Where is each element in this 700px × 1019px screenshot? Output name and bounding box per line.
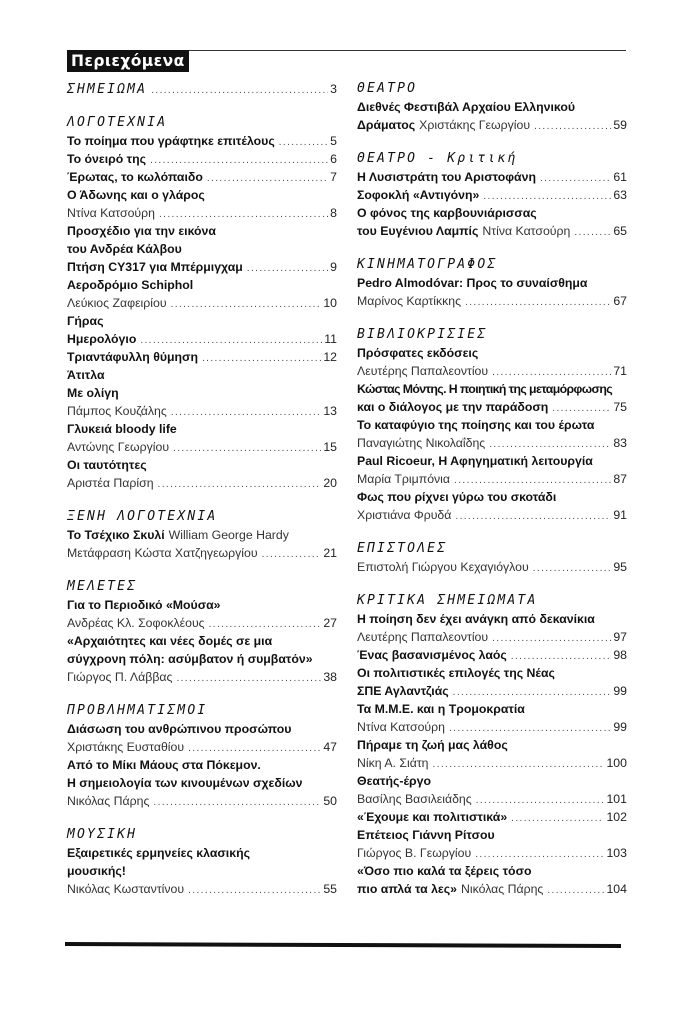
section-title: ΠΡΟΒΛΗΜΑΤΙΣΜΟΙ [67, 703, 208, 718]
toc-entry[interactable] [67, 420, 337, 456]
toc-line [357, 452, 627, 470]
toc-line [357, 506, 627, 524]
section-title: ΞΕΝΗ ΛΟΓΟΤΕΧΝΙΑ [67, 509, 218, 524]
entry-author: Πάμπος Κουζάλης [67, 404, 167, 418]
entry-title: Τριαντάφυλλη θύμηση [67, 350, 198, 364]
toc-section [67, 80, 337, 98]
toc-line [357, 628, 627, 646]
entry-title: Προσχέδιο για την εικόνα [67, 224, 216, 238]
toc-entry[interactable] [357, 610, 627, 646]
toc-line [357, 434, 627, 452]
entry-title: Ημερολόγιο [67, 332, 137, 346]
entry-author: Ανδρέας Κλ. Σοφοκλέους [67, 616, 205, 630]
entry-title: Οι ταυτότητες [67, 458, 147, 472]
page-number: 100 [606, 756, 627, 770]
toc-line [67, 880, 337, 898]
toc-right-column [357, 80, 627, 914]
leader-dots [279, 134, 328, 152]
section-title: ΣΗΜΕΙΩΜΑ [67, 82, 148, 97]
toc-line [357, 362, 627, 380]
toc-section [67, 508, 337, 562]
section-title: ΚΙΝΗΜΑΤΟΓΡΑΦΟΣ [357, 257, 498, 272]
entry-author: William George Hardy [168, 528, 289, 542]
toc-line [357, 736, 627, 754]
toc-entry[interactable] [67, 844, 337, 898]
page-number: 6 [330, 152, 337, 166]
toc-line [67, 456, 337, 474]
toc-line [357, 610, 627, 628]
toc-line [357, 790, 627, 808]
page-number: 97 [613, 630, 627, 644]
entry-author: Χριστιάνα Φρυδά [357, 508, 452, 522]
entry-title: Άτιτλα [67, 368, 105, 382]
entry-title: Ο Άδωνης και ο γλάρος [67, 188, 205, 202]
entry-author: Μετάφραση Κώστα Χατζηγεωργίου [67, 546, 258, 560]
leader-dots [262, 546, 322, 564]
page-number: 7 [330, 170, 337, 184]
toc-line [357, 116, 627, 134]
entry-title: Πτήση CY317 για Μπέρμιγχαμ [67, 260, 243, 274]
page-number: 59 [613, 118, 627, 132]
entry-author: Αριστέα Παρίση [67, 476, 154, 490]
toc-line [357, 274, 627, 292]
toc-line [67, 222, 337, 240]
page-number: 38 [323, 670, 337, 684]
entry-title: Η ποίηση δεν έχει ανάγκη από δεκανίκια [357, 612, 595, 626]
entry-author: Ντίνα Κατσούρη [482, 224, 571, 238]
leader-dots [158, 476, 322, 494]
entry-title: Το Τσέχικο Σκυλί [67, 528, 165, 542]
toc-entry[interactable] [67, 222, 337, 258]
section-title: ΕΠΙΣΤΟΛΕΣ [357, 541, 448, 556]
entry-title: Έρωτας, το κωλόπαιδο [67, 170, 203, 184]
entry-author: Λευτέρης Παπαλεοντίου [357, 364, 489, 378]
page-number: 61 [613, 170, 627, 184]
toc-line [357, 488, 627, 506]
page-title: Περιεχόμενα [67, 50, 189, 72]
entry-title: Επέτειος Γιάννη Ρίτσου [357, 828, 495, 842]
toc-entry[interactable] [67, 384, 337, 420]
toc-entry[interactable] [67, 596, 337, 632]
entry-author: Βασίλης Βασιλειάδης [357, 792, 472, 806]
leader-dots [171, 404, 322, 422]
leader-dots [153, 794, 321, 812]
leader-dots [207, 170, 328, 188]
entry-title: Γλυκειά bloody life [67, 422, 177, 436]
leader-dots [433, 756, 605, 774]
entry-title: ΣΠΕ Αγλαντζιάς [357, 684, 449, 698]
page-number: 71 [613, 364, 627, 378]
page-number: 50 [323, 794, 337, 808]
entry-author: Ντίνα Κατσούρη [67, 206, 155, 220]
entry-title: Διεθνές Φεστιβάλ Αρχαίου Ελληνικού [357, 100, 575, 114]
entry-title: Εξαιρετικές ερμηνείες κλασικής [67, 846, 250, 860]
toc-entry[interactable] [67, 366, 337, 384]
toc-entry[interactable] [357, 862, 627, 898]
toc-line [67, 844, 337, 862]
toc-line [67, 348, 337, 366]
section-title: ΜΟΥΣΙΚΗ [67, 827, 138, 842]
toc-line [357, 292, 627, 310]
toc-section [357, 150, 627, 240]
page-number: 102 [606, 810, 627, 824]
toc-line [67, 294, 337, 312]
toc-entry[interactable] [357, 826, 627, 862]
toc-entry[interactable] [67, 132, 337, 150]
page-number: 91 [613, 508, 627, 522]
toc-section [357, 256, 627, 310]
page-number: 13 [323, 404, 337, 418]
toc-entry[interactable] [67, 348, 337, 366]
entry-author: Αντώνης Γεωργίου [67, 440, 170, 454]
leader-dots [540, 170, 611, 188]
toc-line [67, 276, 337, 294]
page-number: 10 [323, 296, 337, 310]
toc-line [67, 312, 337, 330]
toc-entry[interactable] [357, 186, 627, 204]
toc-line [357, 222, 627, 240]
toc-line [67, 632, 337, 650]
toc-entry[interactable] [67, 150, 337, 168]
toc-line [357, 380, 627, 398]
toc-left-column [67, 80, 337, 914]
page-number: 20 [323, 476, 337, 490]
leader-dots [202, 350, 321, 368]
entry-title: μουσικής! [67, 864, 126, 878]
toc-line [357, 186, 627, 204]
page-number: 15 [323, 440, 337, 454]
toc-section [357, 80, 627, 134]
toc-line [67, 596, 337, 614]
toc-section-line[interactable] [67, 80, 337, 98]
toc-entry[interactable] [357, 736, 627, 772]
entry-title: Οι πολιτιστικές επιλογές της Νέας [357, 666, 555, 680]
entry-title: Το όνειρό της [67, 152, 147, 166]
page-number: 27 [323, 616, 337, 630]
toc-line [67, 438, 337, 456]
toc-line [67, 668, 337, 686]
section-title: ΘΕΑΤΡΟ - Κριτική [357, 151, 518, 166]
leader-dots [176, 670, 321, 688]
entry-author: Παναγιώτης Νικολαΐδης [357, 436, 486, 450]
toc-line [67, 384, 337, 402]
toc-line [67, 150, 337, 168]
leader-dots [547, 882, 604, 900]
toc-line [357, 646, 627, 664]
entry-title: και ο διάλογος με την παράδοση [357, 400, 549, 414]
toc-line [357, 754, 627, 772]
toc-entry[interactable] [357, 664, 627, 700]
toc-line [357, 718, 627, 736]
leader-dots [492, 630, 611, 648]
page-number: 99 [613, 684, 627, 698]
entry-title: Το καταφύγιο της ποίησης και του έρωτα [357, 418, 595, 432]
toc-section [357, 592, 627, 898]
toc-entry[interactable] [67, 276, 337, 312]
entry-title: Ο φόνος της καρβουνιάρισσας [357, 206, 537, 220]
toc-line [67, 168, 337, 186]
entry-title: Δράματος [357, 118, 416, 132]
toc-entry[interactable] [67, 456, 337, 492]
section-title: ΛΟΓΟΤΕΧΝΙΑ [67, 115, 168, 130]
toc-line [67, 720, 337, 738]
toc-section [67, 578, 337, 686]
entry-author: Χριστάκης Ευσταθίου [67, 740, 185, 754]
entry-title: του Ανδρέα Κάλβου [67, 242, 182, 256]
toc-line [67, 366, 337, 384]
toc-entry[interactable] [357, 416, 627, 452]
toc-line [357, 204, 627, 222]
toc-entry[interactable] [67, 720, 337, 756]
page-number: 12 [323, 350, 337, 364]
page-number: 11 [324, 332, 337, 346]
toc-line [357, 98, 627, 116]
page-number: 98 [613, 648, 627, 662]
entry-title: Σοφοκλή «Αντιγόνη» [357, 188, 480, 202]
entry-author: Λευτέρης Παπαλεοντίου [357, 630, 489, 644]
toc-line [357, 558, 627, 576]
entry-title: Αεροδρόμιο Schiphol [67, 278, 194, 292]
toc-line [357, 664, 627, 682]
leader-dots [173, 440, 321, 458]
page-number: 21 [323, 546, 337, 560]
entry-title: Διάσωση του ανθρώπινου προσώπου [67, 722, 292, 736]
page-number: 83 [613, 436, 627, 450]
entry-author: Μαρίνος Καρτίκκης [357, 294, 462, 308]
toc-line [357, 470, 627, 488]
toc-entry[interactable] [357, 772, 627, 808]
entry-title: Paul Ricoeur, Η Αφηγηματική λειτουργία [357, 454, 593, 468]
entry-author: Επιστολή Γιώργου Κεχαγιόγλου [357, 560, 529, 574]
toc-line [67, 614, 337, 632]
entry-title: Για το Περιοδικό «Μούσα» [67, 598, 221, 612]
toc-line [357, 700, 627, 718]
toc-entry[interactable] [357, 204, 627, 240]
toc-entry[interactable] [67, 330, 337, 348]
leader-dots [151, 82, 328, 100]
leader-dots [171, 296, 322, 314]
toc-line [67, 544, 337, 562]
page-number: 101 [606, 792, 627, 806]
entry-title: Πρόσφατες εκδόσεις [357, 346, 479, 360]
entry-title: «Έχουμε και πολιτιστικά» [357, 810, 508, 824]
toc-line [67, 792, 337, 810]
entry-author: Μαρία Τριμπόνια [357, 472, 451, 486]
leader-dots [455, 508, 611, 526]
leader-dots [465, 294, 611, 312]
section-title: ΘΕΑΤΡΟ [357, 81, 418, 96]
entry-title: Τα Μ.Μ.Ε. και η Τρομοκρατία [357, 702, 525, 716]
page-number: 99 [613, 720, 627, 734]
toc-section [357, 540, 627, 576]
page-number: 55 [323, 882, 337, 896]
toc-entry[interactable] [67, 632, 337, 686]
toc-line [357, 808, 627, 826]
page-number: 9 [330, 260, 337, 274]
entry-title: Γήρας [67, 314, 104, 328]
entry-title: Φως που ρίχνει γύρω του σκοτάδι [357, 490, 557, 504]
section-title: ΚΡΙΤΙΚΑ ΣΗΜΕΙΩΜΑΤΑ [357, 593, 538, 608]
entry-title: Η σημειολογία των κινουμένων σχεδίων [67, 776, 303, 790]
entry-title: Pedro Almodóvar: Προς το συναίσθημα [357, 276, 588, 290]
entry-author: Νίκη Α. Σιάτη [357, 756, 429, 770]
toc-line [67, 258, 337, 276]
entry-author: Χριστάκης Γεωργίου [419, 118, 531, 132]
entry-title: Η Λυσιστράτη του Αριστοφάνη [357, 170, 536, 184]
toc-section [67, 114, 337, 492]
toc-line [67, 420, 337, 438]
toc-entry[interactable] [357, 98, 627, 134]
page-number: 3 [330, 82, 337, 96]
page-number: 63 [613, 188, 627, 202]
toc-entry[interactable] [357, 558, 627, 576]
leader-dots [247, 260, 328, 278]
entry-title: Το ποίημα που γράφτηκε επιτέλους [67, 134, 275, 148]
section-title: ΜΕΛΕΤΕΣ [67, 579, 138, 594]
page-number: 8 [330, 206, 337, 220]
page-number: 65 [613, 224, 627, 238]
entry-title: Πήραμε τη ζωή μας λάθος [357, 738, 508, 752]
toc-line [67, 774, 337, 792]
toc-entry[interactable] [357, 488, 627, 524]
page-number: 87 [613, 472, 627, 486]
leader-dots [511, 810, 604, 828]
toc-entry[interactable] [357, 380, 627, 416]
toc-line [357, 862, 627, 880]
entry-title: σύγχρονη πόλη: ασύμβατον ή συμβατόν» [67, 652, 313, 666]
toc-entry[interactable] [357, 274, 627, 310]
entry-title: «Αρχαιότητες και νέες δομές σε μια [67, 634, 273, 648]
page-number: 47 [323, 740, 337, 754]
toc-line [67, 204, 337, 222]
entry-title: «Όσο πιο καλά τα ξέρεις τόσο [357, 864, 532, 878]
page-number: 103 [606, 846, 627, 860]
toc-line [67, 526, 337, 544]
leader-dots [574, 224, 611, 242]
entry-author: Νικόλας Κωσταντίνου [67, 882, 185, 896]
bottom-rule [65, 942, 621, 948]
toc-entry[interactable] [357, 344, 627, 380]
entry-title: Με ολίγη [67, 386, 119, 400]
toc-line [357, 682, 627, 700]
toc-entry[interactable] [357, 452, 627, 488]
toc-line [67, 738, 337, 756]
toc-line [67, 474, 337, 492]
toc-line [357, 398, 627, 416]
toc-entry[interactable] [67, 186, 337, 222]
toc-line [67, 756, 337, 774]
toc-line [357, 168, 627, 186]
toc-line [67, 186, 337, 204]
page-number: 75 [613, 400, 627, 414]
entry-title: Από το Μίκι Μάους στα Πόκεμον. [67, 758, 261, 772]
page-number: 5 [330, 134, 337, 148]
toc-section [67, 826, 337, 898]
toc-line [67, 650, 337, 668]
leader-dots [533, 560, 612, 578]
toc-line [67, 402, 337, 420]
toc-entry[interactable] [67, 312, 337, 330]
toc-entry[interactable] [357, 700, 627, 736]
toc-line [357, 844, 627, 862]
entry-author: Ντίνα Κατσούρη [357, 720, 445, 734]
entry-author: Γιώργος Β. Γεωργίου [357, 846, 472, 860]
toc-line [67, 240, 337, 258]
section-title: ΒΙΒΛΙΟΚΡΙΣΙΕΣ [357, 327, 488, 342]
toc-entry[interactable] [67, 526, 337, 562]
entry-title: πιο απλά τα λες» [357, 882, 457, 896]
toc-entry[interactable] [67, 168, 337, 186]
entry-title: του Ευγένιου Λαμπίς [357, 224, 479, 238]
toc-line [357, 772, 627, 790]
toc-line [67, 330, 337, 348]
entry-author: Νικόλας Πάρης [67, 794, 150, 808]
entry-author: Νικόλας Πάρης [460, 882, 544, 896]
toc-line [67, 132, 337, 150]
entry-author: Γιώργος Π. Λάββας [67, 670, 173, 684]
toc-entry[interactable] [357, 808, 627, 826]
entry-author: Λεύκιος Ζαφειρίου [67, 296, 167, 310]
toc-line [67, 862, 337, 880]
toc-entry[interactable] [67, 258, 337, 276]
toc-line [357, 416, 627, 434]
toc-section [67, 702, 337, 810]
toc-section [357, 326, 627, 524]
toc-line [357, 880, 627, 898]
toc-line [357, 344, 627, 362]
leader-dots [534, 118, 611, 136]
entry-title: Κώστας Μόντης. Η ποιητική της μεταμόρφωσης [357, 382, 613, 396]
toc-entry[interactable] [67, 756, 337, 810]
page-number: 104 [606, 882, 627, 896]
entry-title: Θεατής-έργο [357, 774, 431, 788]
page-number: 95 [613, 560, 627, 574]
toc-entry[interactable] [357, 646, 627, 664]
top-rule [186, 50, 626, 51]
entry-title: Ένας βασανισμένος λαός [357, 648, 507, 662]
toc-line [357, 826, 627, 844]
page-number: 67 [613, 294, 627, 308]
leader-dots [188, 882, 321, 900]
toc-entry[interactable] [357, 168, 627, 186]
